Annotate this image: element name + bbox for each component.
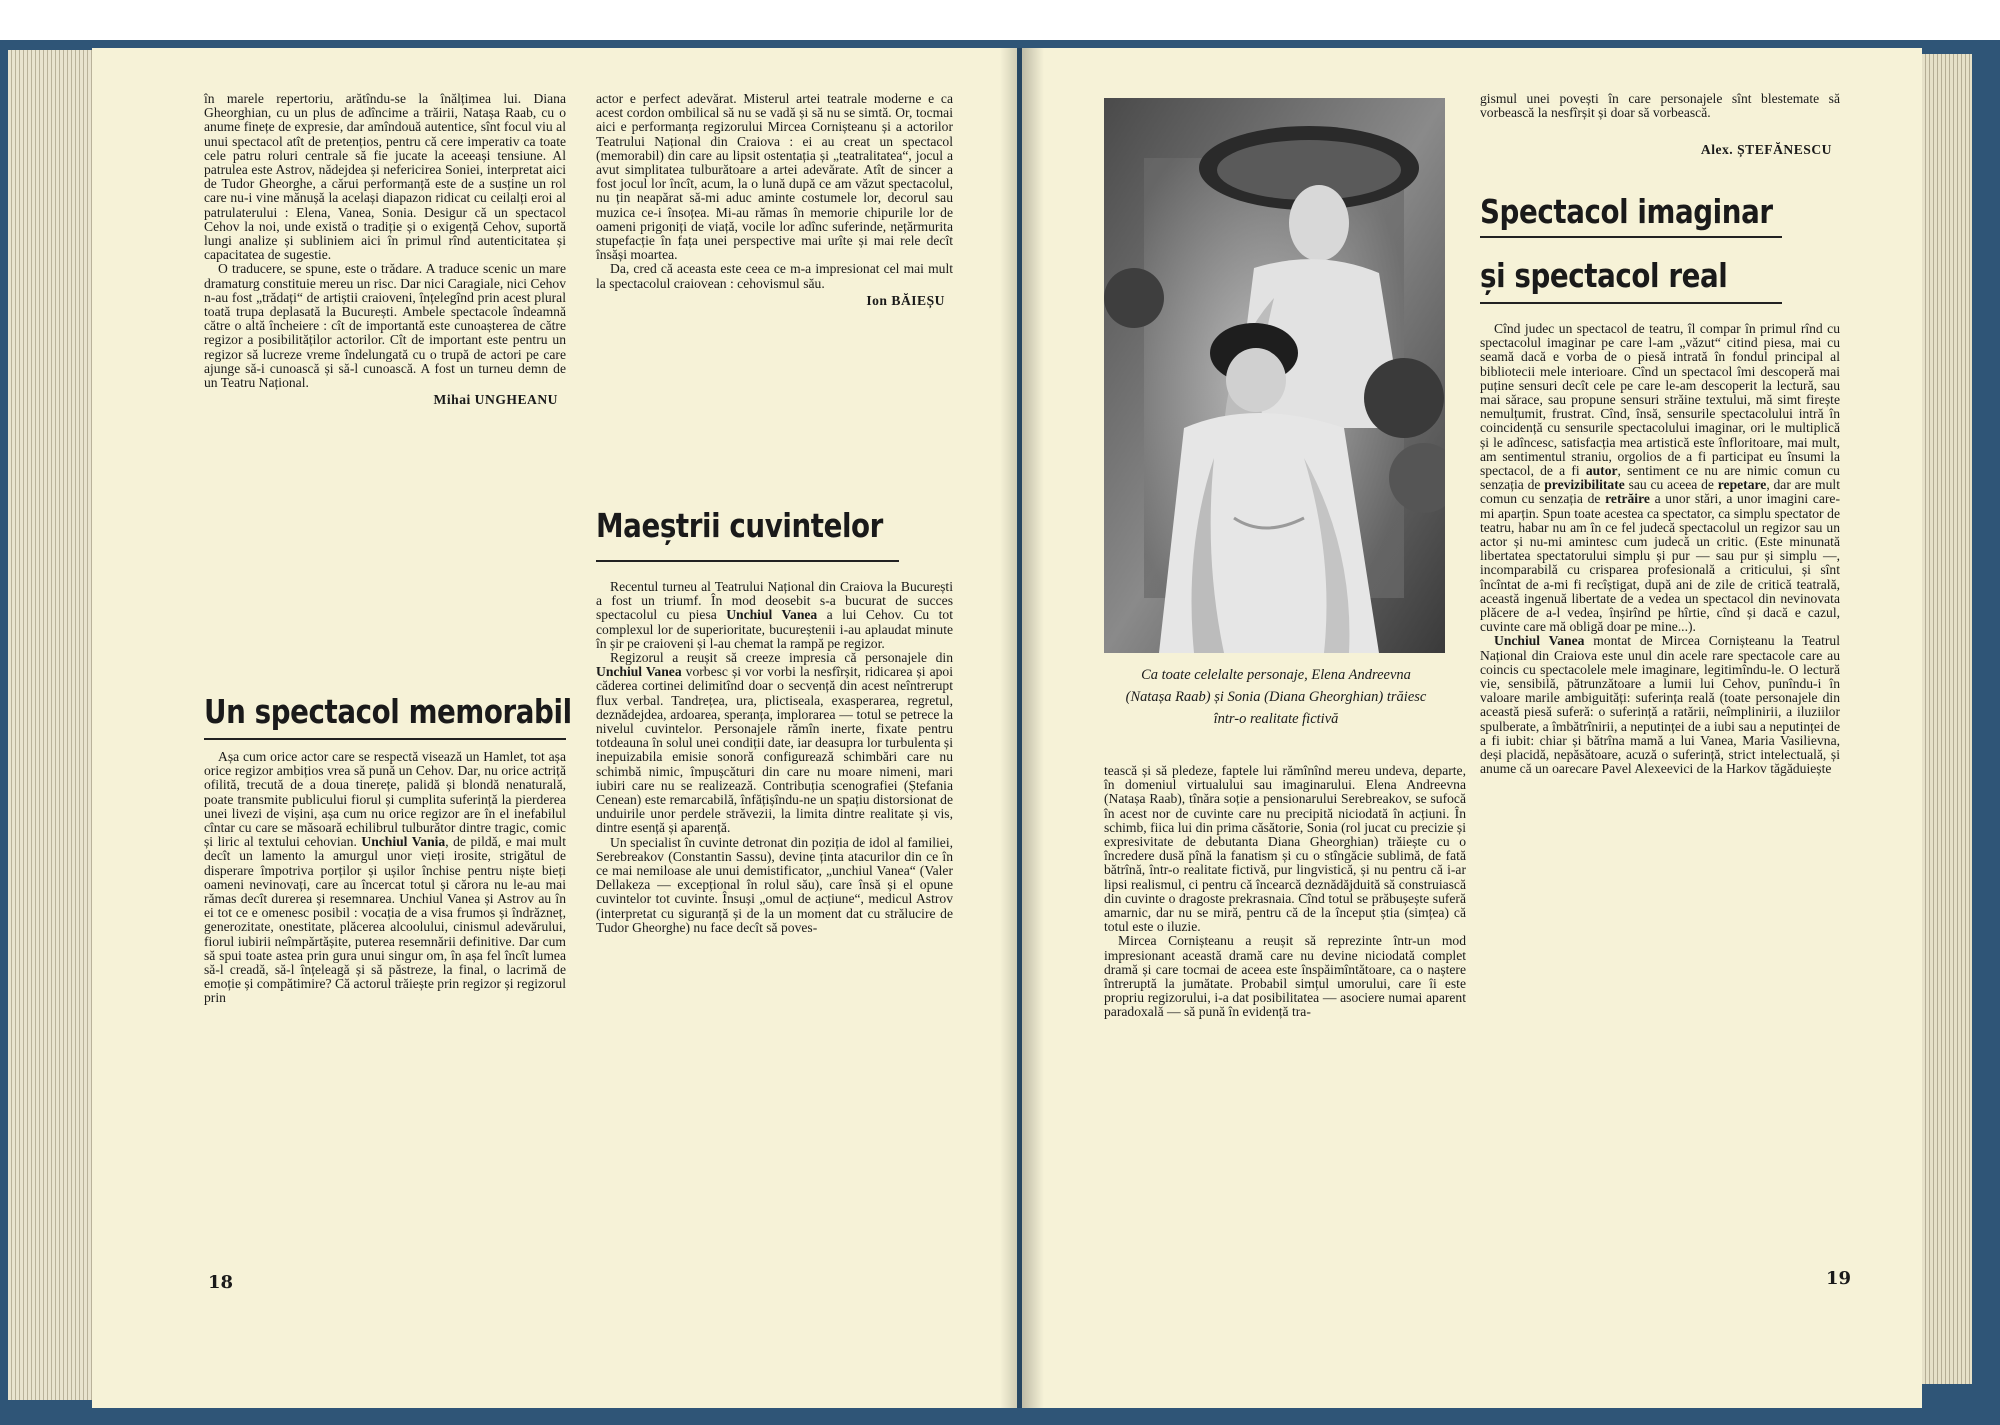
play-title: Unchiul Vanea — [1494, 633, 1585, 649]
title-rule — [1480, 236, 1782, 238]
left-column-1-article — [204, 750, 566, 1006]
paragraph: în marele repertoriu, arătîndu-se la înălțimea lui. Diana Gheorghian, cu un plus de adîncime a trăirii, Natașa Raab, cu o anume finețe de expresie, dar amîndouă autentice, sînt focul viu al unui spectacol atît de pretențios, pentru că cere imperativ ca toate cele patru roluri centrale să fie jucate la aceeași tensiune. Al patrulea este Astrov, nădejdea și nefericirea Soniei, interpretat aici de Tudor Gheorghe, a cărui performanță este de a susține un rol care nu-i vine mănușă la același diapazon ridicat cu ceilalți eroi al patrulaterului : Elena, Vanea, Sonia. Desigur că un spectacol Cehov la noi, unde există o tradiție și o exigență Cehov, suportă lungi analize și subliniem aici în primul rînd autenticitatea și capacitatea de sugestie. — [204, 91, 566, 263]
text-span: sau cu aceea de — [1628, 477, 1714, 493]
author-signature: Ion BĂIEȘU — [866, 292, 945, 308]
title-rule — [204, 738, 566, 740]
paragraph: actor e perfect adevărat. Misterul artei teatrale moderne e ca acest cordon ombilical să nu se vadă și să nu se simtă. Or, tocmai aici e performanța regizorului Mircea Cornișteanu și a actorilor Teatrului Național din Craiova : ei au creat un spectacol (memorabil) din care au lipsit ostentația și „teatralitatea“, jocul a avut simplitatea tulburătoare a artei adevărate. Atît de sincer a fost jocul lor încît, acum, la o lună după ce am văzut spectacolul, nu țin neapărat să-mi aduc aminte costumele lor, decorul sau muzica ce-i însoțea. Mi-au rămas în memorie chipurile lor de oameni prigoniți de viață, vocile lor adînc suferinde, nețărmurita stupefacție în fața unei perspective mai urîte și mai rele decît însăși moartea. — [596, 91, 953, 263]
emphasis: previzibilitate — [1544, 477, 1625, 493]
right-column-4-article — [1480, 322, 1840, 777]
left-column-1-top — [204, 92, 566, 407]
author-signature: Alex. ȘTEFĂNESCU — [1700, 142, 1832, 158]
emphasis: repetare — [1717, 477, 1767, 493]
text-span: , dar are mult comun cu senzația de — [1480, 477, 1840, 507]
emphasis: autor — [1585, 463, 1618, 479]
right-column-3 — [1104, 764, 1466, 1020]
text-span: Regizorul a reușit să creeze impresia că personajele din — [610, 650, 953, 666]
article-title: Maeștrii cuvintelor — [596, 506, 883, 545]
page-number: 19 — [1826, 1268, 1852, 1289]
title-rule — [596, 560, 899, 562]
play-title: Unchiul Vanea — [596, 664, 682, 680]
text-span: montat de Mircea Cornișteanu la Teatrul Național din Craiova este unul din acele rare spectacole care au coincis cu spectacolele mele imaginare, legitimîndu-le. O lectură vie, sensibilă, pătrunzătoare a lumii lui Cehov, punîndu-i în valoare marile ambiguități: suferința reală (toate personajele din această piesă suferă: o suferință a ratării, neîmplinirii, a iluziilor spulberate, a îmbătrînirii, a neputinței de a iubi sau a neputinței de a fi iubit: chiar și bătrîna mamă a lui Vanea, Maria Vasilievna, deși placidă, nepăsătoare, acuză o suferință, strict intelectuală, și anume că un oarecare Pavel Alexeevici de la Harkov tăgăduiește — [1480, 633, 1840, 777]
text-span: Recentul turneu al Teatrului Național din Craiova la București a fost un triumf. În mod deosebit s-a bucurat de succes spectacolul cu piesa — [596, 579, 953, 623]
text-span: , sentiment ce nu are nimic comun cu senzația de — [1480, 463, 1840, 493]
paragraph: Da, cred că aceasta este ceea ce m-a impresionat cel mai mult la spectacolul craiovean : cehovismul său. — [596, 261, 953, 291]
left-column-2-top — [596, 92, 953, 308]
text-span: Așa cum orice actor care se respectă visează un Hamlet, tot așa orice regizor ambițios vrea să pună un Cehov. Dar, nu orice actriță ofilită, trecută de a doua tinerețe, palidă și blondă nenaturală, poate transmite publicului fiorul și cumplita suferință la pierderea unei livezi de vișini, așa cum nu orice regizor are în el inefabilul cîntar cu care se măsoară echilibrul tulburător dintre tragic, comic și liric al textului cehovian. — [204, 749, 566, 850]
emphasis: retrăire — [1605, 491, 1650, 507]
text-span: a unor stări, a unor imagini care-mi aparțin. Spun toate acestea ca spectator, ca simplu spectator de teatru, habar nu am în ce fel judecă spectacolul un regizor sau un actor și nu-mi amintesc cum judecă un critic. (Este minunată libertatea spectatorului simplu și pur — sau pur și simplu —, incomparabilă cu crisparea profesională a criticului, și sînt încîntat de a-mi fi recîștigat, după ani de zile de critică teatrală, această ingenuă libertate de a vedea un spectacol din nevinovata plăcere de a-l vedea, înșirînd pe hîrtie, cînd și dacă e cazul, cuvinte care mă obligă doar pe mine...). — [1480, 491, 1840, 635]
left-column-2-article — [596, 580, 953, 935]
page-number: 18 — [208, 1272, 234, 1293]
text-span: vorbesc și vor vorbi la nesfîrșit, ridicarea și apoi căderea cortinei delimitînd doar o secvență din acest neîntrerupt flux verbal. Tandrețea, ura, plictiseala, exasperarea, regretul, deznădejdea, ardoarea, speranța, implorarea — totul se petrece la nivelul cuvintelor. Personajele rămîn inerte, fixate pentru totdeauna în solul unei condiții date, iar deasupra lor turbulenta și inepuizabila emisie sonoră configurează schimbări care nu schimbă nimic, împușcături din care nu moare nimeni, mari iubiri care nu se realizează. Contribuția scenografiei (Ștefania Cenean) este remarcabilă, înfățișîndu-ne un spațiu distorsionat de unduirile unor perdele străvezii, la limita dintre realitate și vis, dintre esență și aparență. — [596, 664, 954, 836]
paragraph: gismul unei povești în care personajele sînt blestemate să vorbească la nesfîrșit și doar să vorbească. — [1480, 91, 1840, 121]
paragraph: tească și să pledeze, faptele lui rămînînd mereu undeva, departe, în domeniul virtualului sau imaginarului. Elena Andreevna (Natașa Raab), tînăra soție a pensionarului Serebreakov, se sufocă în acest nor de cuvinte care nu precipită niciodată în acțiuni. În schimb, fiica lui din prima căsătorie, Sonia (rol jucat cu precizie și expresivitate de debutanta Diana Gheorghian) trăiește cu o încredere dusă pînă la fanatism și cu o stîngăcie sublimă, de fată bătrînă, într-o realitate fictivă, pur lingvistică, și nu pentru că i-ar lipsi realismul, ci pentru că încearcă deznădăjduită să construiască din cuvinte o dragoste prekrasnaia. Cînd totul se prăbușește suferă amarnic, dar nu se miră, pentru că de la început știa (simțea) că totul este o iluzie. — [1104, 763, 1466, 935]
page-edges-right — [1922, 54, 1972, 1384]
photo-caption: Ca toate celelalte personaje, Elena Andreevna (Natașa Raab) și Sonia (Diana Gheorghian) trăiesc într-o realitate fictivă — [1125, 667, 1427, 727]
paragraph: Mircea Cornișteanu a reușit să reprezinte într-un mod impresionant această dramă care nu devine niciodată complet dramă și care tocmai de aceea este înspăimîntătoare, ca o naștere întreruptă la jumătate. Probabil simțul umorului, care îi este propriu regizorului, i-a dat posibilitatea — asociere numai aparent paradoxală — să pună în evidență tra- — [1104, 933, 1466, 1020]
paragraph: O traducere, se spune, este o trădare. A traduce scenic un mare dramaturg constituie mereu un risc. Dar nici Caragiale, nici Cehov n-au fost „trădați“ de artiștii craioveni, înțelegînd prin acest plural toată trupa deplasată la București. Ambele spectacole îndeamnă către o altă încheiere : cît de importantă este cunoașterea de către regizor a posibilităților actorilor. Cît de important este pentru un regizor să lucreze vreme îndelungată cu o trupă de actori pe care ajunge să-i cunoască și să-l cunoască. A fost un turneu demn de un Teatru Național. — [204, 261, 566, 391]
text-span: Cînd judec un spectacol de teatru, îl compar în primul rînd cu spectacolul imaginar pe care l-am „văzut“ citind piesa, mai cu seamă dacă e vorba de o piesă intrată în fondul principal al bibliotecii mele interioare. Cînd un spectacol îmi descoperă mai puține sensuri decît cele pe care le-am descoperit la lectură, sau mai sărace, sau propune sensuri străine textului, mă simt firește nemulțumit, frustrat. Cînd, însă, sensurile spectacolului intră în coincidență cu sensurile spectacolului imaginar, ori le multiplică și le adîncesc, satisfacția mea artistică este înfloritoare, mai mult, am sentimentul straniu, orgolios de a fi participat eu însumi la spectacol, de a fi — [1480, 321, 1840, 479]
play-title: Unchiul Vanea — [726, 607, 818, 623]
right-column-4-top — [1480, 92, 1840, 157]
paragraph: Un specialist în cuvinte detronat din poziția de idol al familiei, Serebreakov (Constantin Sassu), devine ținta atacurilor din ce în ce mai nemiloase ale unui demistificator, „unchiul Vanea“ (Valer Dellakeza — excepțional în rolul său), care însă și el opune cuvintelor tot cuvinte. Însuși „omul de acțiune“, medicul Astrov (interpretat cu siguranță și de la un moment dat cu strălucire de Tudor Gheorghe) nu face decît să poves- — [596, 834, 953, 935]
title-rule — [1480, 302, 1782, 304]
play-title: Unchiul Vania — [361, 834, 446, 850]
author-signature: Mihai UNGHEANU — [433, 392, 558, 408]
article-title: Un spectacol memorabil — [204, 692, 572, 731]
paragraph — [596, 651, 953, 836]
text-span: a lui Cehov. Cu tot complexul lor de superioritate, bucureștenii i-au aplaudat minute în șir pe craioveni și l-au chemat la rampă pe regizor. — [596, 607, 953, 651]
paragraph — [596, 580, 953, 651]
paragraph — [1480, 322, 1840, 634]
paragraph — [1480, 634, 1840, 776]
book-gutter — [1000, 48, 1044, 1408]
article-title-line-1: Spectacol imaginar — [1480, 192, 1773, 231]
photograph-two-actresses-icon — [1104, 98, 1445, 653]
photo-illustration — [1104, 98, 1445, 653]
text-span: , de pildă, e mai mult decît un lamento la amurgul unor vieți irosite, strigătul de disperare împotriva porților și ușilor închise pentru niște bieți oameni nevinovați, care au încercat totul și cărora nu le-au mai rămas decît durerea și resemnarea. Unchiul Vanea și Astrov au în ei tot ce e omenesc posibil : vocația de a visa frumos și îndrăzneț, generozitate, onestitate, plăcerea alcoolului, cinismul adevărului, fiorul iubirii neîmpărtășite, puterea resemnării definitive. Dar cum să spui toate astea prin gura unui singur om, în așa fel încît lumea să-l creadă, să-l înțeleagă și să păstreze, la final, o lacrimă de emoție și compătimire? Că actorul trăiește prin regizor și regizorul prin — [204, 834, 566, 1006]
paragraph — [204, 750, 566, 1006]
article-title-line-2: și spectacol real — [1480, 256, 1728, 295]
page-edges-left — [8, 50, 98, 1400]
